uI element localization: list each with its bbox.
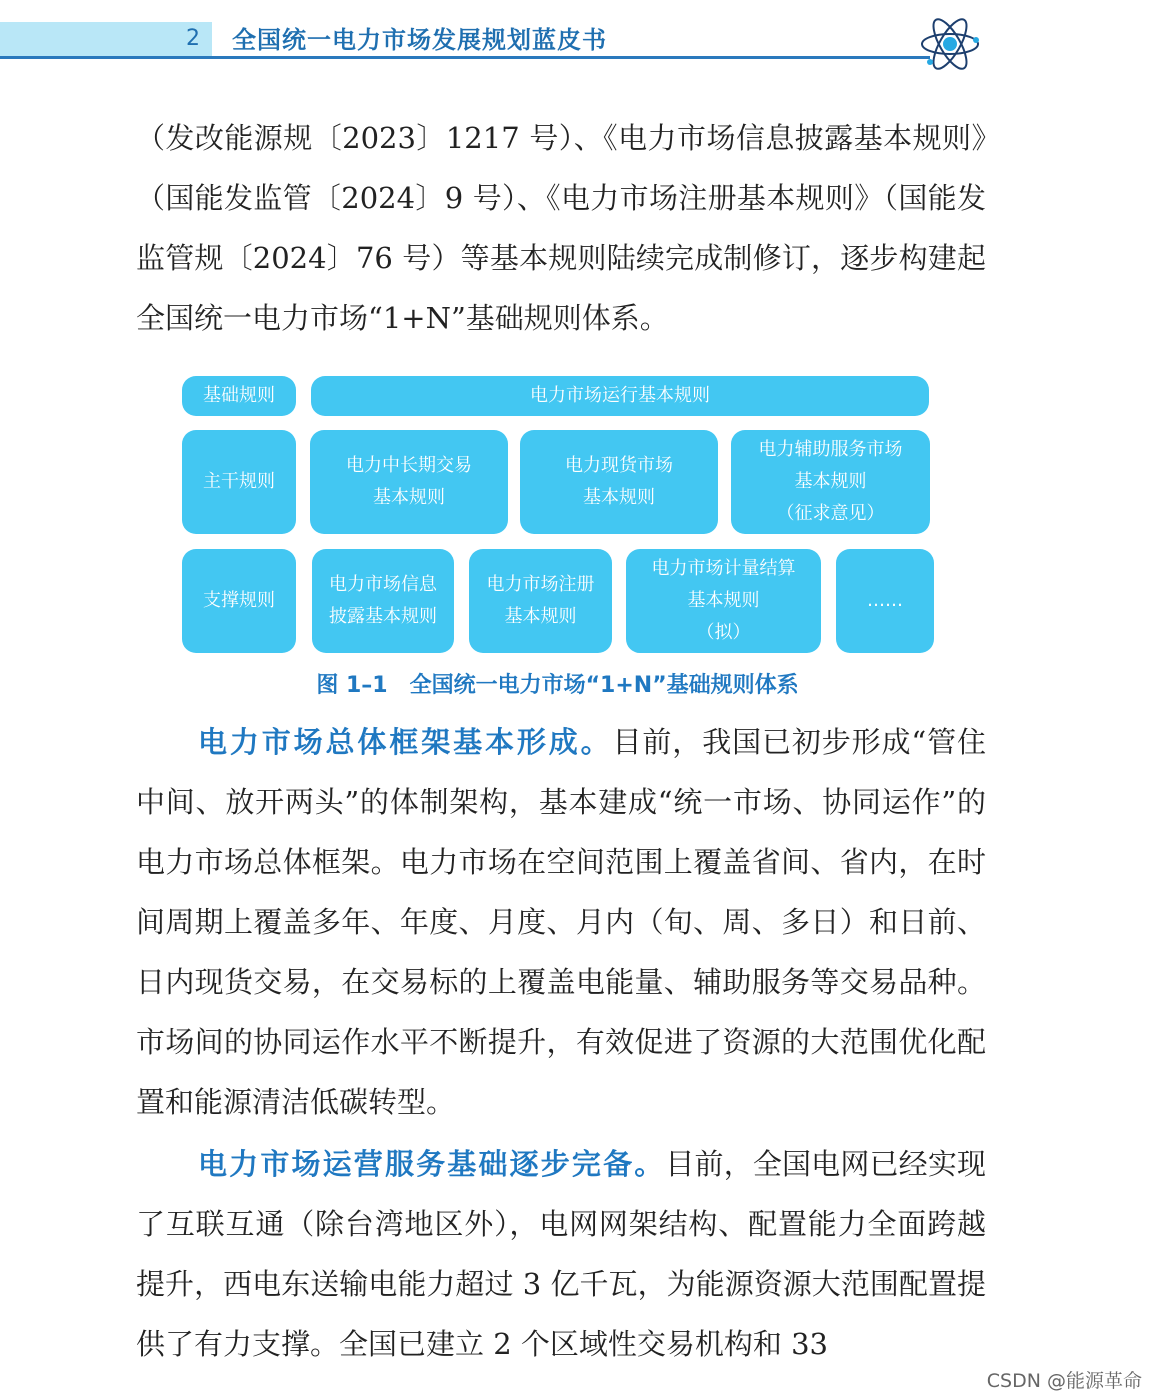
- rule-box-line: 基本规则: [794, 471, 867, 492]
- book-title: 全国统一电力市场发展规划蓝皮书: [232, 26, 607, 54]
- paragraph-1: （发改能源规〔2023〕1217 号）、《电力市场信息披露基本规则》（国能发监管〔2024〕9 号）、《电力市场注册基本规则》（国能发监管规〔2024〕76 号）等基本规则陆续完成制修订，逐步构建起全国统一电力市场“1+N”基础规则体系。: [136, 121, 986, 335]
- paragraph-3-text: 目前，全国电网已经实现了互联互通（除台湾地区外），电网网架结构、配置能力全面跨越提升，西电东送输电能力超过 3 亿千瓦，为能源资源大范围配置提供了有力支撑。全国已建立 2 个区域性交易机构和 33: [136, 1147, 986, 1361]
- rule-box: [310, 430, 508, 534]
- rule-box-line: 电力辅助服务市场: [758, 439, 903, 460]
- rule-box-line: （征求意见）: [776, 503, 885, 524]
- rule-box: [731, 430, 930, 534]
- rule-tier-label: 主干规则: [182, 430, 296, 534]
- rule-tier-label: 基础规则: [182, 376, 296, 416]
- rule-box-line: 电力市场计量结算: [651, 558, 796, 579]
- rule-box: [520, 430, 718, 534]
- rule-box-line: 基本规则: [504, 606, 577, 627]
- atom-logo-icon: [918, 12, 982, 76]
- paragraph-3-lead: 电力市场运营服务基础逐步完备。: [198, 1147, 666, 1181]
- rule-box-text: [867, 585, 903, 617]
- rule-box-line: 电力现货市场: [565, 455, 673, 476]
- watermark: CSDN @能源革命: [986, 1370, 1142, 1392]
- rule-box: [312, 549, 454, 653]
- rule-box: [836, 549, 934, 653]
- rule-box-line: 基本规则: [583, 487, 655, 508]
- rule-box-text: [530, 380, 710, 412]
- figure-caption: 图 1–1 全国统一电力市场“1+N”基础规则体系: [316, 673, 799, 698]
- rule-box-line: 披露基本规则: [329, 606, 437, 627]
- rule-box-line: 基本规则: [687, 590, 760, 611]
- rule-box-line: （拟）: [696, 622, 751, 643]
- paragraph-2-lead: 电力市场总体框架基本形成。: [198, 725, 613, 759]
- paragraph-3: [136, 1134, 986, 1374]
- rule-box-line: ……: [867, 590, 903, 611]
- header-rule: [0, 56, 930, 59]
- rule-box: [469, 549, 612, 653]
- rule-box: [311, 376, 929, 416]
- rule-box-text: [329, 569, 437, 633]
- rule-box-text: [759, 434, 903, 530]
- rule-box-line: 电力市场信息: [329, 574, 437, 595]
- paragraph-2-text: 目前，我国已初步形成“管住中间、放开两头”的体制架构，基本建成“统一市场、协同运作”的电力市场总体框架。电力市场在空间范围上覆盖省间、省内，在时间周期上覆盖多年、年度、月度、月内（旬、周、多日）和日前、日内现货交易，在交易标的上覆盖电能量、辅助服务等交易品种。市场间的协同运作水平不断提升，有效促进了资源的大范围优化配置和能源清洁低碳转型。: [136, 725, 986, 1119]
- page-number: 2: [186, 26, 200, 51]
- paragraph-2: [136, 712, 986, 1132]
- rule-box: [626, 549, 821, 653]
- rule-box-text: [346, 450, 472, 514]
- rule-tier-label: 支撑规则: [182, 549, 296, 653]
- rule-box-line: 基本规则: [373, 487, 445, 508]
- rule-box-line: 电力中长期交易: [346, 455, 472, 476]
- rule-box-text: [487, 569, 595, 633]
- rule-box-line: 电力市场注册: [486, 574, 595, 595]
- header-band: [0, 22, 212, 56]
- rule-box-line: 电力市场运行基本规则: [530, 385, 710, 406]
- rule-box-text: [652, 553, 796, 649]
- rule-box-text: [565, 450, 673, 514]
